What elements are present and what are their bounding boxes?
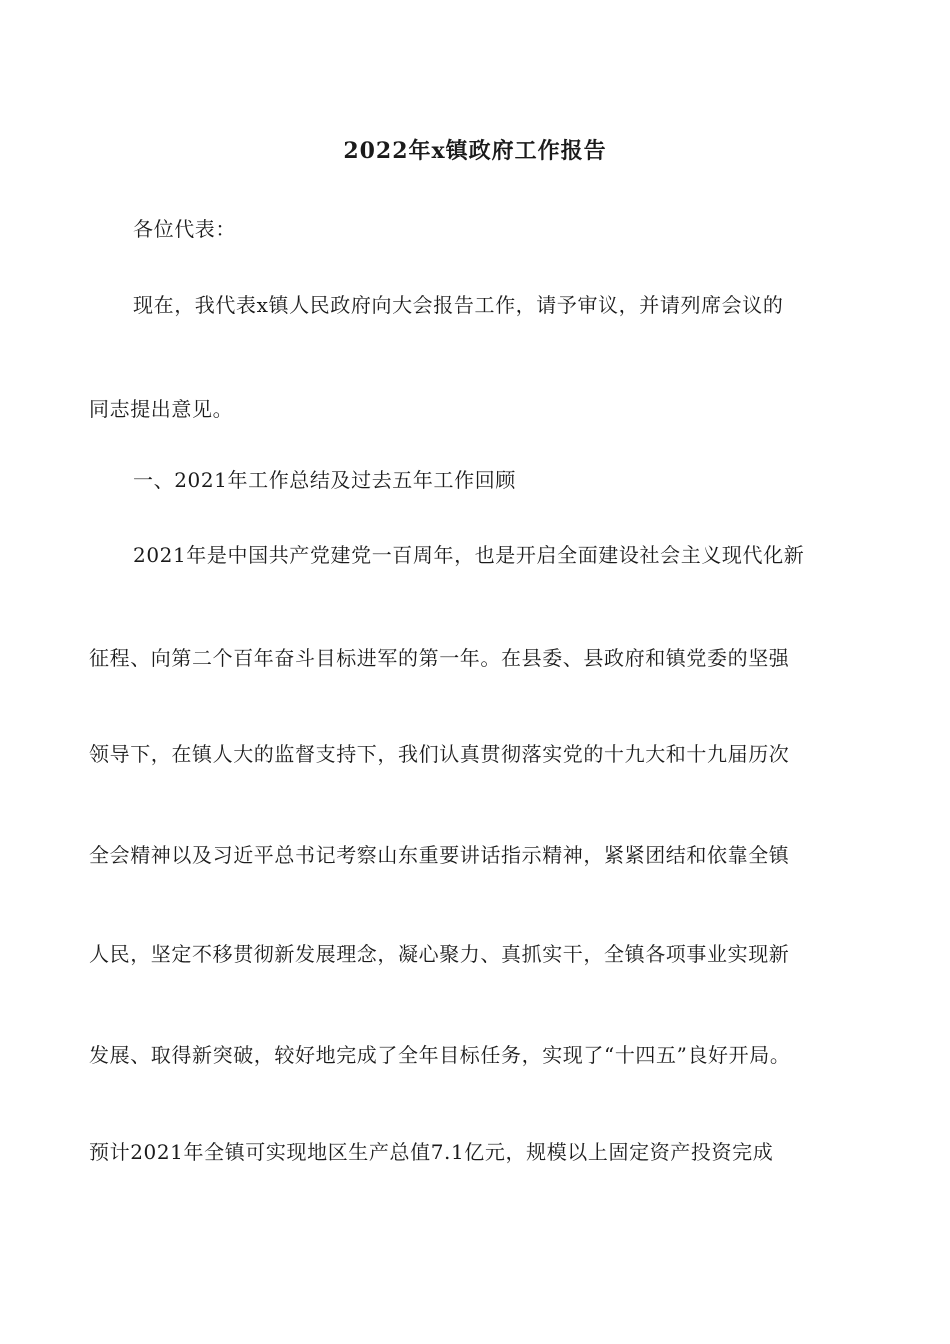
salutation-line: 各位代表： [133,217,236,241]
body-line: 征程、向第二个百年奋斗目标进军的第一年。在县委、县政府和镇党委的坚强 [89,646,790,670]
body-line: 人民，坚定不移贯彻新发展理念，凝心聚力、真抓实干，全镇各项事业实现新 [89,942,790,966]
body-line: 现在，我代表x镇人民政府向大会报告工作，请予审议，并请列席会议的 [133,293,784,317]
section-heading: 一、2021年工作总结及过去五年工作回顾 [133,468,516,492]
body-line: 同志提出意见。 [89,397,234,421]
body-line: 预计2021年全镇可实现地区生产总值7.1亿元，规模以上固定资产投资完成 [89,1140,774,1164]
body-line: 发展、取得新突破，较好地完成了全年目标任务，实现了“十四五”良好开局。 [89,1043,791,1067]
body-line: 全会精神以及习近平总书记考察山东重要讲话指示精神，紧紧团结和依靠全镇 [89,843,790,867]
body-line: 领导下，在镇人大的监督支持下，我们认真贯彻落实党的十九大和十九届历次 [89,742,790,766]
document-title: 2022年x镇政府工作报告 [343,138,607,164]
body-line: 2021年是中国共产党建党一百周年，也是开启全面建设社会主义现代化新 [133,543,805,567]
